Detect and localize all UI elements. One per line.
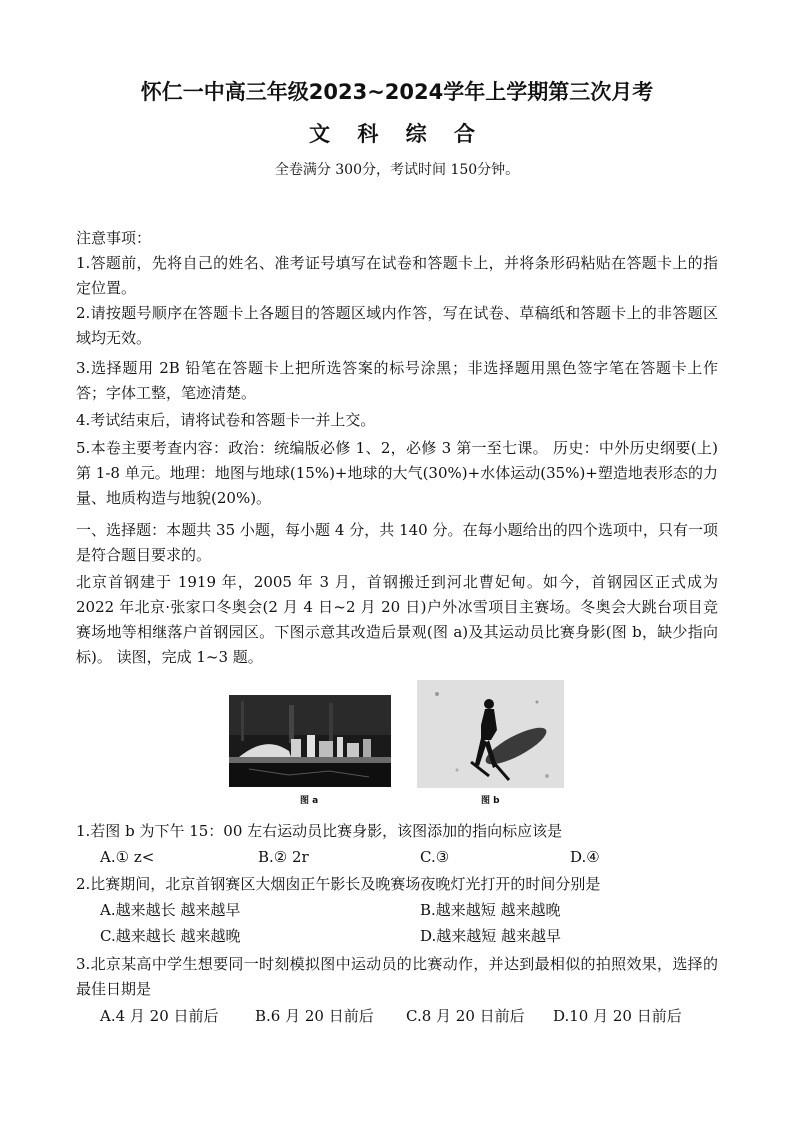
q1-option-b: B.② 2r <box>258 848 309 866</box>
question-passage: 北京首钢建于 1919 年，2005 年 3 月，首钢搬迁到河北曹妃甸。如今，首钢园区正式成为2022 年北京·张家口冬奥会(2 月 4 日~2 月 20 日)户外冰雪项目主赛场。冬奥会大跳台项目竞赛场地等相继落户首钢园区。下图示意其改造后景观(图 a)及其运动员比赛身影(图 b，缺少指向标)。 读图，完成 1~3 题。 <box>76 573 718 666</box>
q2-option-c: C.越来越长 越来越晚 <box>100 927 241 945</box>
q3-option-a: A.4 月 20 日前后 <box>100 1007 219 1025</box>
score-info: 全卷满分 300分，考试时间 150分钟。 <box>274 162 520 178</box>
q2-option-d: D.越来越短 越来越早 <box>420 927 562 945</box>
q2-option-a: A.越来越长 越来越早 <box>100 901 241 919</box>
exam-title: 怀仁一中高三年级2023~2024学年上学期第三次月考 <box>140 80 654 104</box>
figure-a-image <box>229 695 391 787</box>
q2-option-b: B.越来越短 越来越晚 <box>420 901 561 919</box>
q1-option-a: A.① z< <box>100 848 155 866</box>
question-3-stem: 3.北京某高中学生想要同一时刻模拟图中运动员的比赛动作，并达到最相似的拍照效果，选择的最佳日期是 <box>76 955 718 998</box>
section-instruction: 一、选择题：本题共 35 小题，每小题 4 分，共 140 分。在每小题给出的四个选项中，只有一项是符合题目要求的。 <box>76 521 718 564</box>
figure-b-caption: 图 b <box>481 796 500 806</box>
note-item-1: 1.答题前，先将自己的姓名、准考证号填写在试卷和答题卡上，并将条形码粘贴在答题卡上的指定位置。 <box>76 254 718 297</box>
note-item-3: 3.选择题用 2B 铅笔在答题卡上把所选答案的标号涂黑；非选择题用黑色签字笔在答题卡上作答；字体工整，笔迹清楚。 <box>76 359 718 402</box>
note-item-5: 5.本卷主要考查内容：政治：统编版必修 1、2，必修 3 第一至七课。 历史：中外历史纲要(上)第 1-8 单元。地理：地图与地球(15%)+地球的大气(30%)+水体运动(35%)+塑造地表形态的力量、地质构造与地貌(20%)。 <box>76 439 718 507</box>
q3-option-c: C.8 月 20 日前后 <box>406 1007 525 1025</box>
note-item-2: 2.请按题号顺序在答题卡上各题目的答题区域内作答，写在试卷、草稿纸和答题卡上的非答题区域均无效。 <box>76 304 718 347</box>
notes-heading: 注意事项： <box>76 229 152 247</box>
q1-option-c: C.③ <box>420 848 450 866</box>
q1-option-d: D.④ <box>570 848 600 866</box>
question-2-stem: 2.比赛期间，北京首钢赛区大烟囱正午影长及晚赛场夜晚灯光打开的时间分别是 <box>76 875 601 893</box>
figure-b-image <box>417 680 564 788</box>
exam-subtitle: 文 科 综 合 <box>309 122 485 146</box>
figure-a-caption: 图 a <box>300 796 319 806</box>
q3-option-b: B.6 月 20 日前后 <box>255 1007 374 1025</box>
note-item-4: 4.考试结束后，请将试卷和答题卡一并上交。 <box>76 411 376 429</box>
q3-option-d: D.10 月 20 日前后 <box>553 1007 682 1025</box>
question-1-stem: 1.若图 b 为下午 15：00 左右运动员比赛身影，该图添加的指向标应该是 <box>76 822 563 840</box>
